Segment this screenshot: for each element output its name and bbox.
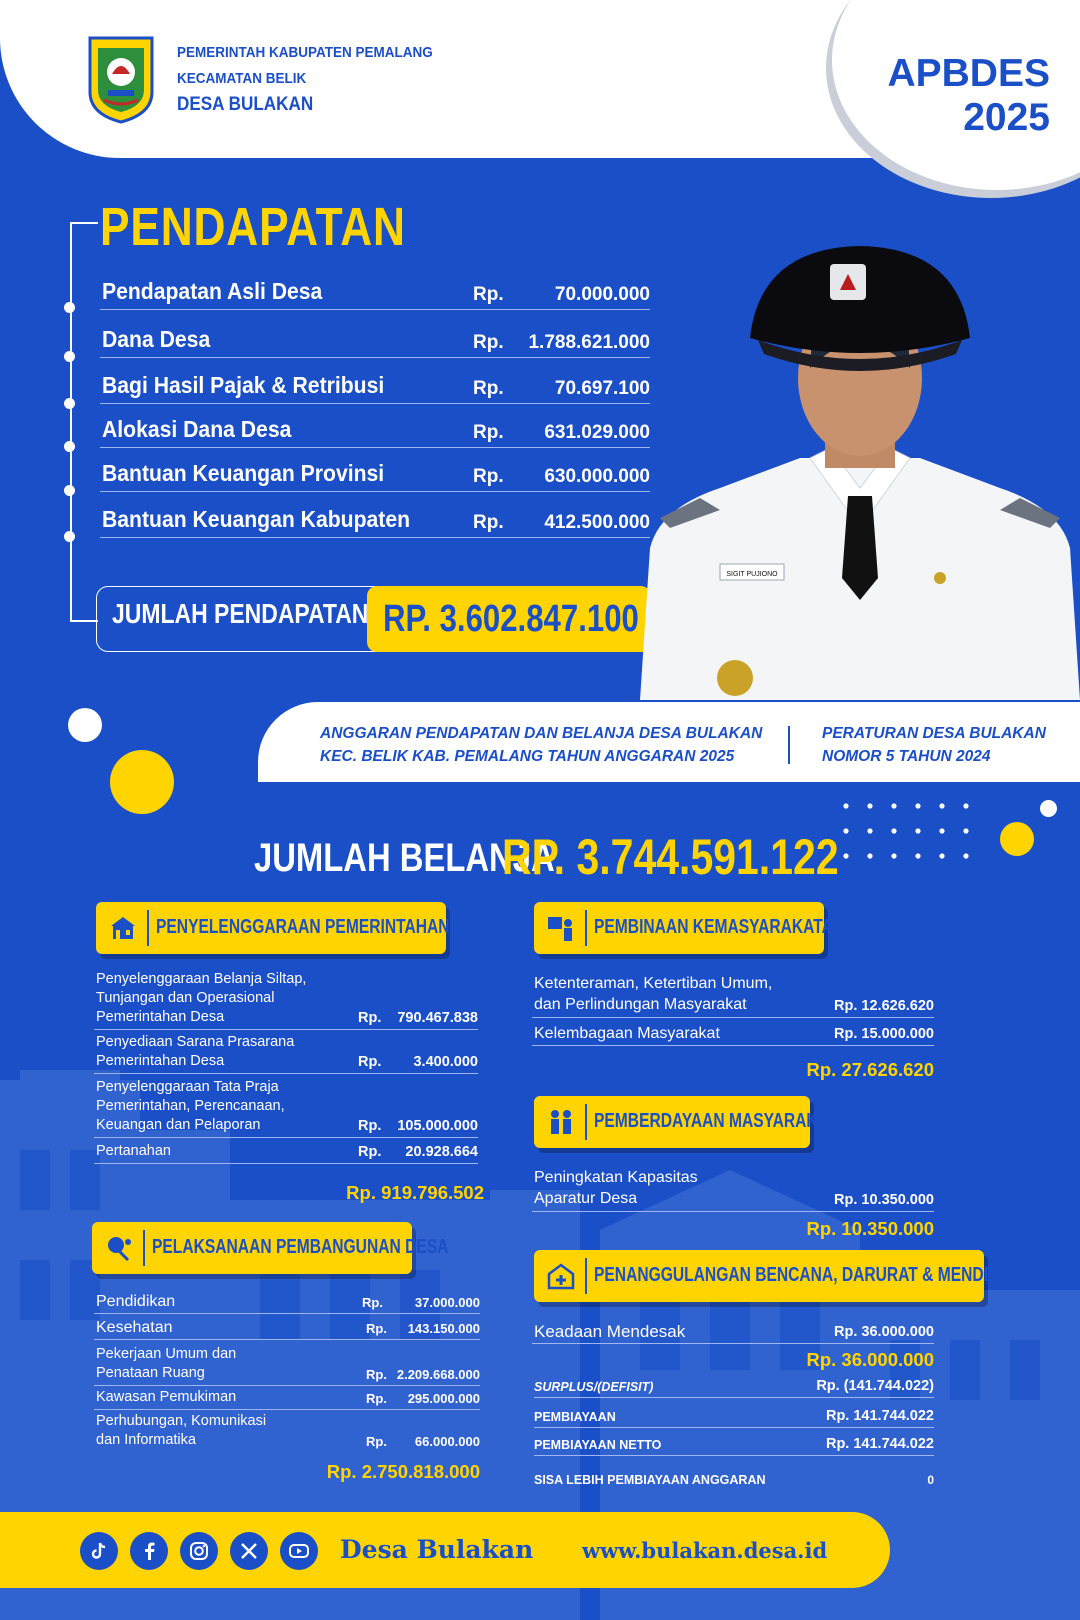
jumlah-pendapatan-label: JUMLAH PENDAPATAN xyxy=(112,598,369,629)
belanja-item-value: Rp. 15.000.000 xyxy=(834,1026,934,1042)
item-line: dan Perlindungan Masyarakat xyxy=(534,996,747,1013)
decor-circle xyxy=(68,708,102,742)
pendapatan-row xyxy=(100,404,650,448)
item-line: Pemerintahan, Perencanaan, xyxy=(96,1098,285,1114)
pendapatan-row xyxy=(100,360,650,404)
banner-regulation-line2: NOMOR 5 TAHUN 2024 xyxy=(822,748,991,765)
item-line: Penyelenggaraan Belanja Siltap, xyxy=(96,971,307,987)
pendapatan-item-currency: Rp. xyxy=(473,466,504,487)
banner-regulation-line1: PERATURAN DESA BULAKAN xyxy=(822,725,1046,742)
item-line: dan Informatika xyxy=(96,1432,196,1448)
belanja-item-name xyxy=(96,1412,266,1450)
section-total-pembangunan: Rp. 2.750.818.000 xyxy=(326,1461,480,1482)
footer-village-name: Desa Bulakan xyxy=(340,1535,534,1564)
pendapatan-item-name: Bantuan Keuangan Kabupaten xyxy=(102,506,411,532)
document-title xyxy=(870,52,1050,140)
belanja-item xyxy=(94,1342,480,1386)
belanja-item-name xyxy=(96,1033,294,1071)
section-header-bencana xyxy=(534,1250,1075,1302)
belanja-item-name xyxy=(96,1078,285,1135)
summary-row-silpa xyxy=(534,1466,934,1490)
jumlah-pendapatan-value: RP. 3.602.847.100 xyxy=(383,598,639,640)
pendapatan-item-value: 630.000.000 xyxy=(544,466,650,487)
banner-budget-text xyxy=(320,722,762,768)
belanja-item-value: 2.209.668.000 xyxy=(396,1367,480,1382)
section-total-pembinaan: Rp. 27.626.620 xyxy=(806,1059,934,1080)
belanja-item-value: 20.928.664 xyxy=(405,1144,478,1160)
name-tag: SIGIT PUJIONO xyxy=(726,571,778,578)
belanja-item xyxy=(532,1020,934,1046)
summary-row-pembiayaan-netto xyxy=(534,1432,934,1456)
pendapatan-item-name: Bagi Hasil Pajak & Retribusi xyxy=(102,372,385,398)
pendapatan-item-value: 1.788.621.000 xyxy=(528,332,650,353)
belanja-item-name xyxy=(96,1345,236,1383)
belanja-item xyxy=(532,1168,934,1212)
item-line: Peningkatan Kapasitas xyxy=(534,1169,698,1186)
section-title: PENANGGULANGAN BENCANA, DARURAT & MENDESAK DESA xyxy=(594,1264,1075,1286)
decor-circle xyxy=(1000,822,1034,856)
instagram-icon[interactable] xyxy=(180,1532,218,1570)
summary-value: Rp. (141.744.022) xyxy=(816,1378,934,1394)
belanja-item xyxy=(94,1076,478,1138)
item-line: Penyelenggaraan Tata Praja xyxy=(96,1079,279,1095)
summary-value: 0 xyxy=(927,1473,934,1487)
item-line: Kesehatan xyxy=(96,1319,173,1336)
belanja-item xyxy=(532,1318,934,1344)
item-line: Penataan Ruang xyxy=(96,1365,205,1381)
bullet-dot xyxy=(64,441,75,452)
gov-district: KECAMATAN BELIK xyxy=(177,70,307,87)
jumlah-belanja-value: RP. 3.744.591.122 xyxy=(502,829,839,885)
belanja-item xyxy=(94,1290,480,1314)
belanja-item-name xyxy=(96,1142,171,1161)
section-divider xyxy=(585,1104,587,1140)
belanja-item xyxy=(94,1410,480,1452)
item-line: Aparatur Desa xyxy=(534,1190,638,1207)
community-guidance-icon xyxy=(546,914,576,942)
bullet-dot xyxy=(64,485,75,496)
item-line: Perhubungan, Komunikasi xyxy=(96,1413,267,1429)
belanja-item-currency: Rp. xyxy=(358,1010,382,1026)
belanja-item xyxy=(532,974,934,1018)
section-divider xyxy=(585,910,587,946)
pendapatan-item-value: 70.000.000 xyxy=(554,284,650,305)
item-line: Kawasan Pemukiman xyxy=(96,1389,237,1405)
belanja-item xyxy=(94,1032,478,1074)
item-line: Pemerintahan Desa xyxy=(96,1009,225,1025)
x-icon[interactable] xyxy=(230,1532,268,1570)
summary-label: SURPLUS/(DEFISIT) xyxy=(534,1380,654,1394)
pendapatan-item-currency: Rp. xyxy=(473,422,504,443)
pendapatan-item-name: Bantuan Keuangan Provinsi xyxy=(102,460,385,486)
pendapatan-item-currency: Rp. xyxy=(473,378,504,399)
construction-icon xyxy=(104,1234,134,1262)
belanja-item-name xyxy=(96,970,306,1027)
belanja-item-currency: Rp. xyxy=(358,1054,382,1070)
section-total-pemerintahan: Rp. 919.796.502 xyxy=(346,1182,484,1203)
section-header-pembinaan xyxy=(534,902,845,954)
section-divider xyxy=(585,1258,587,1294)
pemalang-coat-of-arms-logo xyxy=(86,34,156,124)
bullet-dot xyxy=(64,531,75,542)
people-empowerment-icon xyxy=(546,1108,576,1136)
item-line: Penyediaan Sarana Prasarana xyxy=(96,1034,295,1050)
belanja-item-currency: Rp. xyxy=(366,1434,387,1449)
belanja-item xyxy=(94,1388,480,1410)
belanja-item-name xyxy=(534,1322,685,1341)
belanja-item-name xyxy=(96,1318,173,1337)
section-divider xyxy=(147,910,149,946)
belanja-item-value: 105.000.000 xyxy=(397,1118,478,1134)
pendapatan-item-currency: Rp. xyxy=(473,512,504,533)
item-line: Pemerintahan Desa xyxy=(96,1053,225,1069)
item-line: Keadaan Mendesak xyxy=(534,1322,686,1341)
belanja-item xyxy=(94,1316,480,1340)
section-total-bencana: Rp. 36.000.000 xyxy=(806,1349,934,1370)
government-heading xyxy=(177,40,433,118)
section-divider xyxy=(143,1230,145,1266)
tiktok-icon[interactable] xyxy=(80,1532,118,1570)
decor-circle xyxy=(1040,800,1057,817)
summary-value: Rp. 141.744.022 xyxy=(825,1436,934,1452)
banner-regulation-text xyxy=(822,722,1046,768)
pendapatan-row xyxy=(100,266,650,310)
belanja-item-currency: Rp. xyxy=(366,1367,387,1382)
pendapatan-item-currency: Rp. xyxy=(473,332,504,353)
belanja-item-value: 66.000.000 xyxy=(414,1434,480,1449)
pendapatan-row xyxy=(100,448,650,492)
pendapatan-row xyxy=(100,314,650,358)
bullet-dot xyxy=(64,351,75,362)
pendapatan-item-value: 70.697.100 xyxy=(554,378,650,399)
jumlah-belanja-label: JUMLAH BELANJA xyxy=(254,836,555,880)
village-head-portrait xyxy=(640,228,1080,700)
summary-label: PEMBIAYAAN NETTO xyxy=(534,1438,662,1452)
belanja-item-name xyxy=(534,973,772,1015)
pendapatan-item-name: Alokasi Dana Desa xyxy=(102,416,292,442)
pendapatan-item-currency: Rp. xyxy=(473,284,504,305)
item-line: Pertanahan xyxy=(96,1143,171,1159)
summary-row-pembiayaan xyxy=(534,1404,934,1428)
belanja-item-value: 295.000.000 xyxy=(407,1391,480,1406)
decor-dot-grid xyxy=(842,802,972,862)
decor-circle xyxy=(110,750,174,814)
summary-label: SISA LEBIH PEMBIAYAAN ANGGARAN xyxy=(534,1473,766,1487)
pendapatan-item-value: 631.029.000 xyxy=(544,422,650,443)
belanja-item-name xyxy=(96,1388,236,1407)
belanja-item xyxy=(94,1140,478,1164)
belanja-item-currency: Rp. xyxy=(358,1118,382,1134)
section-total-pemberdayaan: Rp. 10.350.000 xyxy=(806,1218,934,1239)
section-title: PELAKSANAAN PEMBANGUNAN DESA xyxy=(152,1236,449,1258)
pendapatan-title: PENDAPATAN xyxy=(100,197,406,257)
belanja-item-currency: Rp. xyxy=(366,1321,387,1336)
pendapatan-row xyxy=(100,494,650,538)
belanja-item-name xyxy=(96,1292,175,1311)
section-header-pemerintahan xyxy=(96,902,498,954)
pendapatan-item-value: 412.500.000 xyxy=(544,512,650,533)
emergency-shelter-icon xyxy=(546,1262,576,1290)
section-title: PEMBERDAYAAN MASYARAKAT xyxy=(594,1110,838,1132)
item-line: Keuangan dan Pelaporan xyxy=(96,1117,261,1133)
item-line: Pekerjaan Umum dan xyxy=(96,1346,237,1362)
facebook-icon[interactable] xyxy=(130,1532,168,1570)
belanja-item-name xyxy=(534,1024,720,1043)
bullet-dot xyxy=(64,398,75,409)
youtube-icon[interactable] xyxy=(280,1532,318,1570)
belanja-item-currency: Rp. xyxy=(366,1391,387,1406)
belanja-item-value: 143.150.000 xyxy=(407,1321,480,1336)
belanja-item-currency: Rp. xyxy=(358,1144,382,1160)
document-title-line1: APBDES xyxy=(887,52,1050,95)
summary-value: Rp. 141.744.022 xyxy=(825,1408,934,1424)
pendapatan-item-name: Dana Desa xyxy=(102,326,211,352)
summary-row-surplus xyxy=(534,1374,934,1398)
pendapatan-bracket-line xyxy=(70,222,98,622)
section-title: PEMBINAAN KEMASYARAKATAN xyxy=(594,916,845,938)
section-header-pembangunan xyxy=(92,1222,449,1274)
footer-website-link[interactable]: www.bulakan.desa.id xyxy=(582,1538,828,1563)
belanja-item-value: 37.000.000 xyxy=(414,1295,480,1310)
belanja-item-value: Rp. 10.350.000 xyxy=(834,1192,934,1208)
section-title: PENYELENGGARAAN PEMERINTAHAN DESA xyxy=(156,916,498,938)
belanja-item xyxy=(94,968,478,1030)
summary-label: PEMBIAYAAN xyxy=(534,1410,616,1424)
belanja-item-value: Rp. 12.626.620 xyxy=(834,998,934,1014)
item-line: Tunjangan dan Operasional xyxy=(96,990,275,1006)
banner-divider xyxy=(788,726,790,764)
belanja-item-currency: Rp. xyxy=(362,1295,383,1310)
belanja-item-value: 790.467.838 xyxy=(397,1010,478,1026)
banner-budget-line2: KEC. BELIK KAB. PEMALANG TAHUN ANGGARAN 2025 xyxy=(320,748,735,765)
banner-budget-line1: ANGGARAN PENDAPATAN DAN BELANJA DESA BULAKAN xyxy=(320,725,763,742)
item-line: Pendidikan xyxy=(96,1293,176,1310)
building-icon xyxy=(108,914,138,942)
item-line: Ketenteraman, Ketertiban Umum, xyxy=(534,975,773,992)
belanja-item-value: 3.400.000 xyxy=(413,1054,478,1070)
item-line: Kelembagaan Masyarakat xyxy=(534,1025,720,1042)
bullet-dot xyxy=(64,302,75,313)
belanja-item-name xyxy=(534,1167,698,1209)
gov-regency: PEMERINTAH KABUPATEN PEMALANG xyxy=(177,44,433,61)
pendapatan-item-name: Pendapatan Asli Desa xyxy=(102,278,323,304)
gov-village: DESA BULAKAN xyxy=(177,94,314,115)
section-header-pemberdayaan xyxy=(534,1096,838,1148)
document-title-year: 2025 xyxy=(963,96,1050,139)
belanja-item-value: Rp. 36.000.000 xyxy=(834,1324,934,1340)
